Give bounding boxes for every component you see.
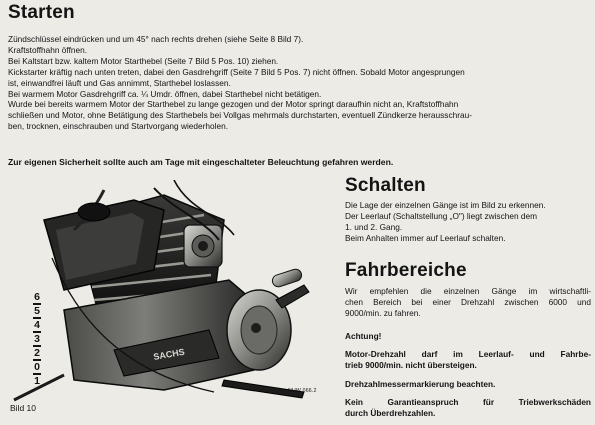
brand-label: SACHS	[152, 346, 186, 362]
achtung-label: Achtung!	[345, 331, 382, 341]
figure-caption: Bild 10	[10, 403, 36, 413]
starten-line: Bei Kaltstart bzw. kaltem Motor Starthebel (Seite 7 Bild 5 Pos. 10) ziehen.	[8, 55, 279, 66]
gear-position-scale	[28, 292, 46, 396]
rpm-warning-line: Motor-Drehzahl darf im Leerlauf- und Fahrbe-	[345, 349, 591, 359]
starten-paragraph	[8, 34, 593, 132]
figure-code: NHW 066.2	[288, 388, 317, 394]
section-title-schalten: Schalten	[345, 175, 426, 196]
fahrbereiche-line: Wir empfehlen die einzelnen Gänge im wirtschaftli-	[345, 286, 591, 296]
guarantee-warning-line: durch Überdrehzahlen.	[345, 407, 436, 418]
engine-illustration	[4, 180, 334, 412]
starten-line: Wurde bei bereits warmem Motor der Starthebel zu lange gezogen und der Motor springt daraufhin nicht an, Kraftstoffhahn	[8, 99, 459, 110]
starten-line: Bei warmem Motor Gasdrehgriff ca. ¼ Umdr. öffnen, dabei Starthebel nicht betätigen.	[8, 88, 322, 99]
starten-line: Zündschlüssel eindrücken und um 45° nach rechts drehen (siehe Seite 8 Bild 7).	[8, 34, 304, 44]
guarantee-warning-line: Kein Garantieanspruch für Triebwerkschäden	[345, 397, 591, 407]
guarantee-warning	[345, 397, 591, 419]
gear-label: 6	[34, 291, 40, 303]
schalten-line: Beim Anhalten immer auf Leerlauf schalten.	[345, 232, 506, 243]
section-title-fahrbereiche: Fahrbereiche	[345, 260, 467, 281]
gear-label: 4	[34, 319, 40, 331]
fahrbereiche-paragraph	[345, 286, 591, 319]
gear-label: 1	[34, 375, 40, 387]
gear-label: 2	[34, 347, 40, 359]
rpm-warning-line: trieb 9000/min. nicht übersteigen.	[345, 359, 477, 370]
starten-line: schließen und Motor, ohne Betätigung des Starthebels bei Vollgas mehrmals durchstarten, eventuell Zündkerze herausschrau-	[8, 110, 472, 121]
schalten-line: Die Lage der einzelnen Gänge ist im Bild zu erkennen.	[345, 200, 546, 210]
fahrbereiche-line: 9000/min. zu fahren.	[345, 307, 421, 318]
tachometer-warning: Drehzahlmessermarkierung beachten.	[345, 379, 496, 389]
schalten-line: 1. und 2. Gang.	[345, 221, 403, 232]
carburetor	[184, 225, 222, 267]
section-title-starten: Starten	[8, 2, 75, 23]
starten-line: Kraftstoffhahn öffnen.	[8, 44, 88, 55]
starten-line: Kickstarter kräftig nach unten treten, dabei den Gasdrehgriff (Seite 7 Bild 5 Pos. 7) nicht öffnen. Sobald Motor angesprungen	[8, 66, 465, 77]
rpm-warning	[345, 349, 591, 371]
schalten-paragraph	[345, 200, 591, 244]
gear-label: 3	[34, 333, 40, 345]
schalten-line: Der Leerlauf (Schaltstellung „O") liegt zwischen dem	[345, 210, 538, 221]
starten-line: ben, trocknen, einschrauben und Startvorgang wiederholen.	[8, 121, 229, 132]
fahrbereiche-line: chen Bereich bei einer Drehzahl zwischen 6000 und	[345, 296, 591, 307]
gear-label: 0	[34, 361, 40, 373]
safety-note: Zur eigenen Sicherheit sollte auch am Tage mit eingeschalteter Beleuchtung gefahren werden.	[8, 157, 394, 167]
starten-line: ist, einwandfrei läuft und Gas annimmt, Starthebel loslassen.	[8, 77, 231, 88]
gear-label: 5	[34, 305, 40, 317]
